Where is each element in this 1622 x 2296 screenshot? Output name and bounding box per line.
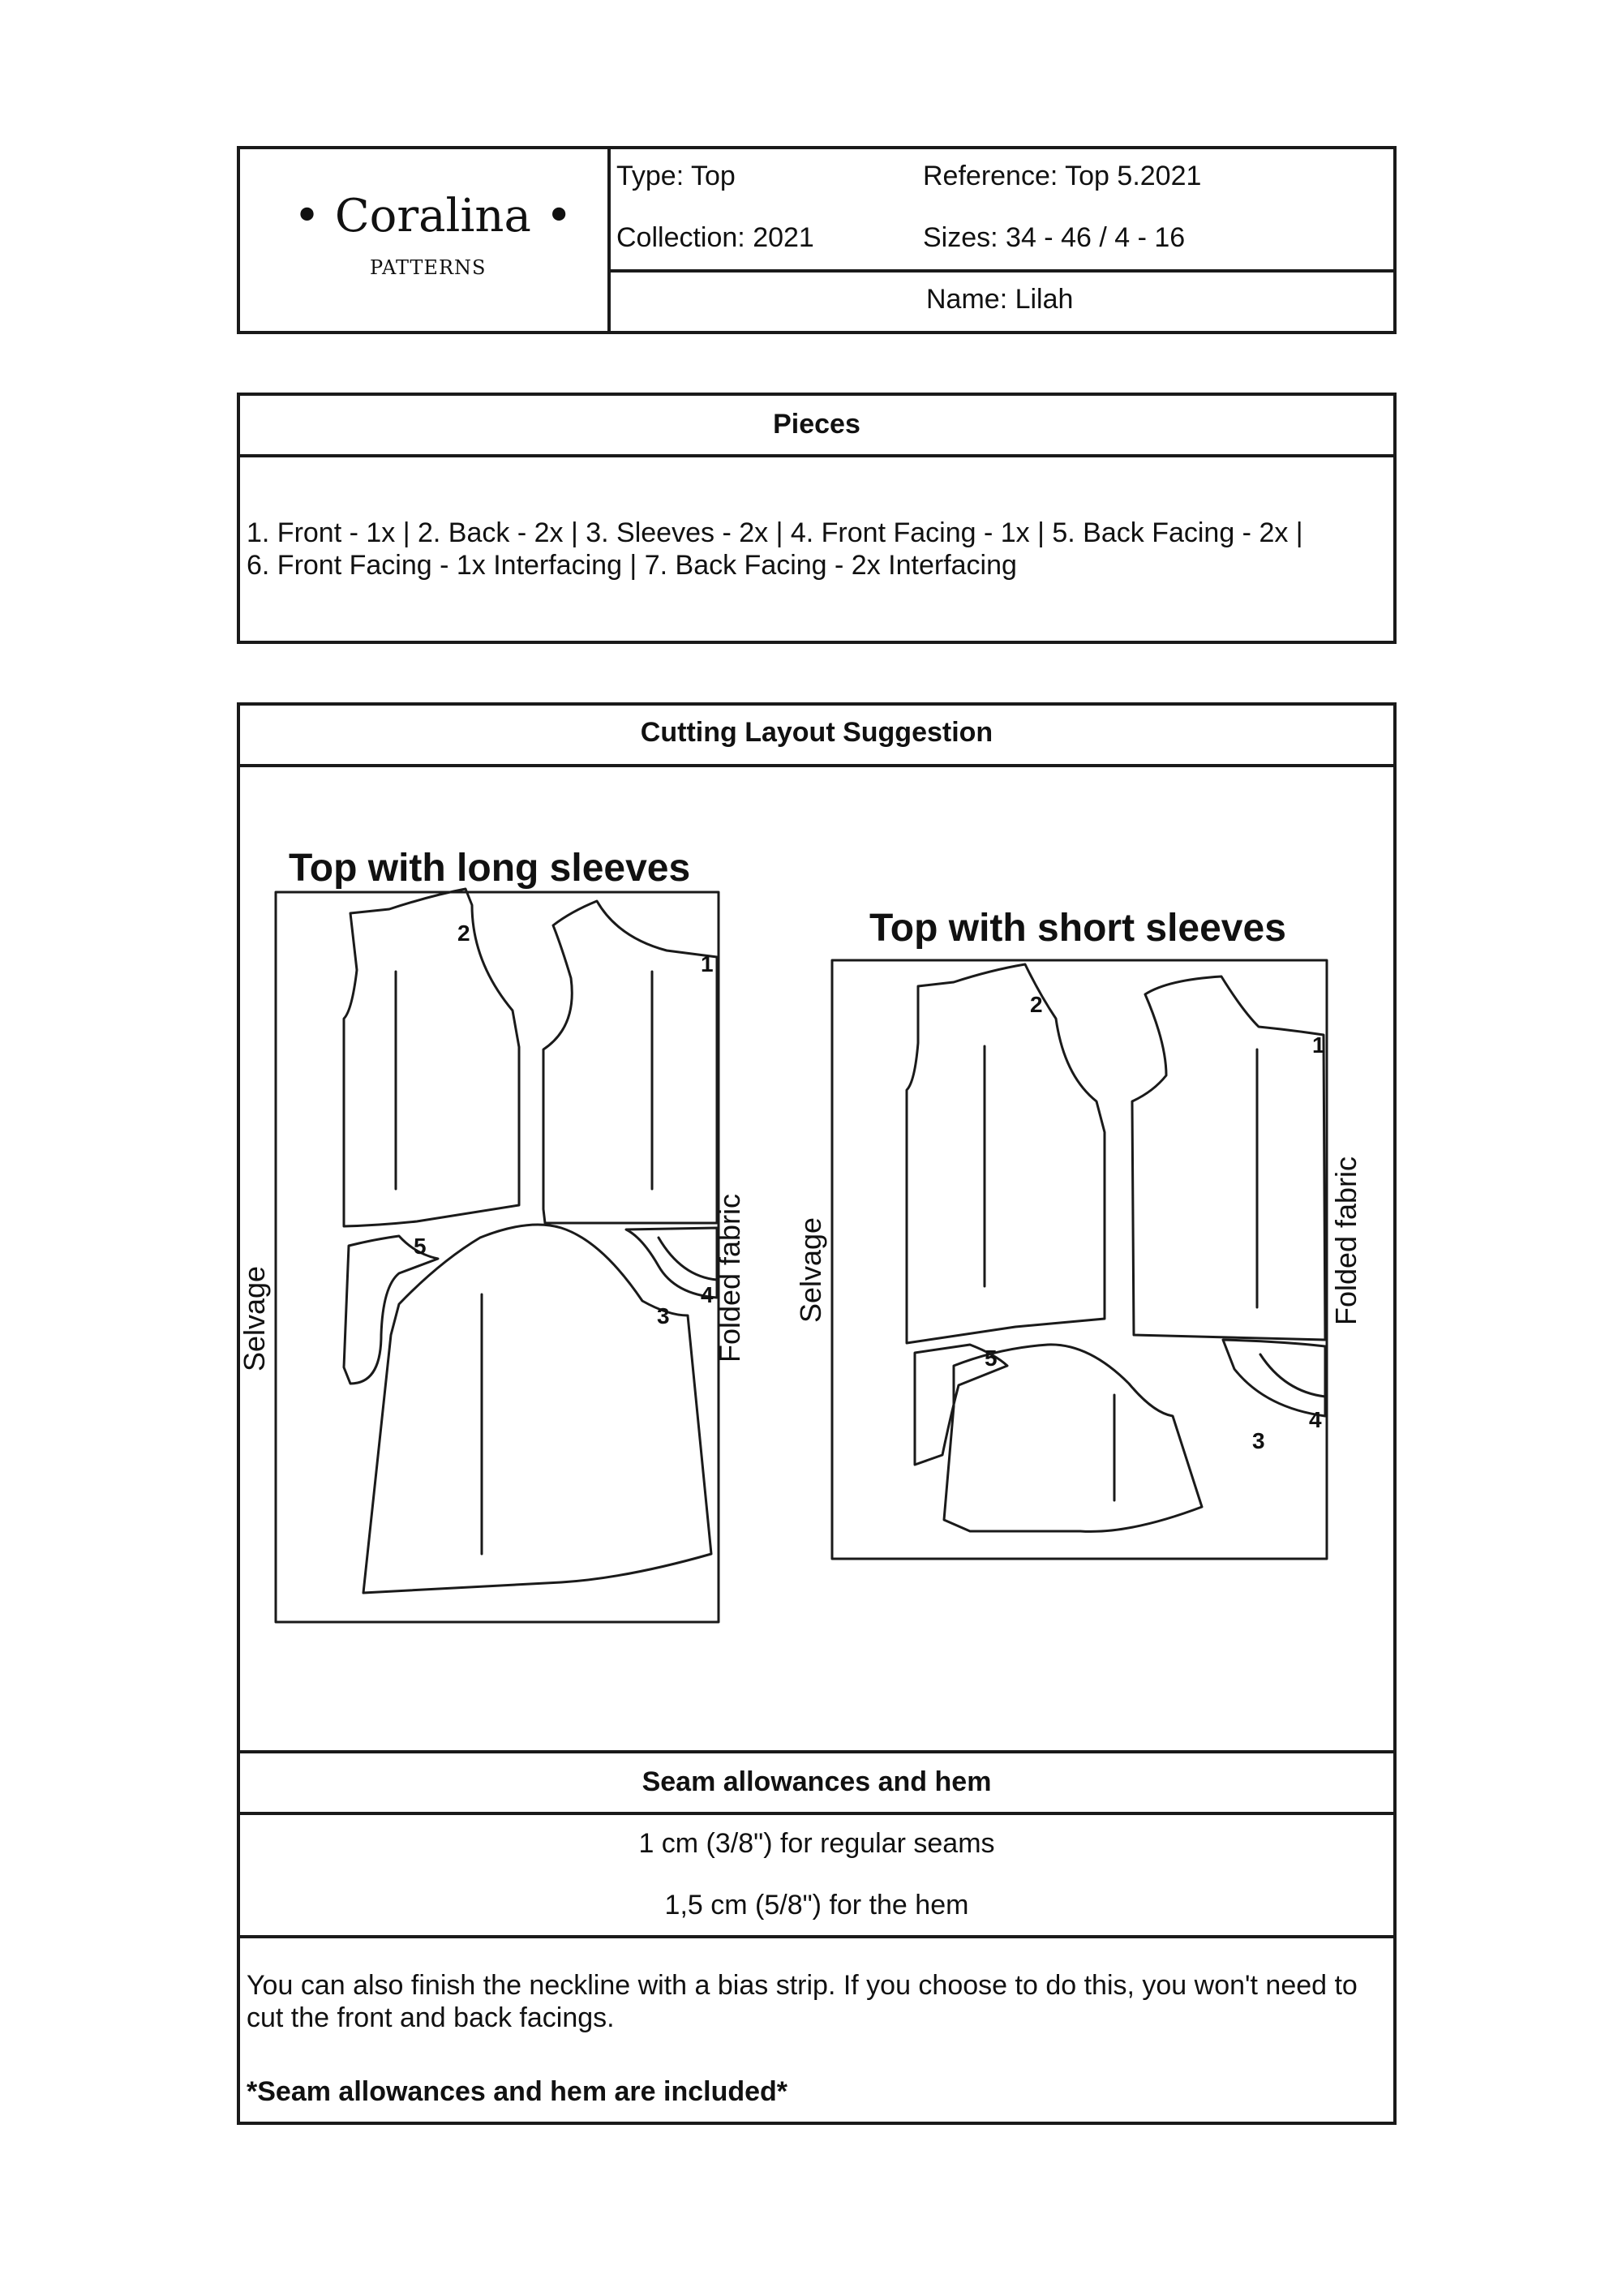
seams-title-divider (237, 1812, 1397, 1815)
header-divider-horizontal (607, 269, 1397, 273)
short-sleeves-title: Top with short sleeves (869, 907, 1286, 950)
short-back-piece (907, 964, 1105, 1343)
long-piece-label-4: 4 (701, 1282, 714, 1307)
seams-regular-text: 1 cm (3/8") for regular seams (638, 1828, 995, 1859)
short-piece-label-4: 4 (1309, 1407, 1322, 1432)
long-piece-label-5: 5 (414, 1234, 427, 1259)
short-front-piece (1132, 976, 1325, 1340)
type-label: Type: Top (616, 161, 736, 191)
short-piece-label-2: 2 (1030, 992, 1043, 1017)
collection-label: Collection: 2021 (616, 222, 814, 253)
header-divider-vertical (607, 146, 611, 334)
pieces-divider (237, 454, 1397, 457)
short-sleeve-piece (944, 1345, 1202, 1531)
cutting-layout-diagrams (237, 767, 1397, 1752)
short-piece-label-1: 1 (1312, 1032, 1325, 1058)
long-piece-label-2: 2 (457, 921, 470, 946)
long-selvage-label: Selvage (238, 1265, 271, 1372)
long-front-piece (543, 901, 717, 1223)
cutting-layout-title: Cutting Layout Suggestion (640, 717, 993, 748)
seams-top-divider (237, 1750, 1397, 1753)
seams-included-note: *Seam allowances and hem are included* (247, 2076, 788, 2107)
pieces-list-line-2: 6. Front Facing - 1x Interfacing | 7. Back Facing - 2x Interfacing (247, 550, 1017, 581)
brand-logo-subtitle: PATTERNS (370, 256, 487, 279)
short-piece-label-5: 5 (985, 1345, 998, 1371)
reference-label: Reference: Top 5.2021 (923, 161, 1202, 191)
long-piece-label-3: 3 (657, 1303, 670, 1328)
long-piece-label-1: 1 (701, 951, 714, 976)
short-piece-label-3: 3 (1252, 1428, 1265, 1453)
long-sleeve-piece (363, 1225, 711, 1593)
sizes-label: Sizes: 34 - 46 / 4 - 16 (923, 222, 1186, 253)
pieces-title: Pieces (773, 409, 860, 440)
short-folded-fabric-label: Folded fabric (1329, 1156, 1362, 1326)
pattern-name-label: Name: Lilah (926, 284, 1074, 315)
seams-hem-text: 1,5 cm (5/8") for the hem (664, 1890, 969, 1920)
short-selvage-label: Selvage (794, 1217, 827, 1324)
pieces-list-line-1: 1. Front - 1x | 2. Back - 2x | 3. Sleeves - 2x | 4. Front Facing - 1x | 5. Back Facing - 2x | (247, 517, 1303, 548)
long-sleeves-title: Top with long sleeves (289, 847, 691, 890)
long-folded-fabric-label: Folded fabric (713, 1193, 746, 1363)
neckline-note: You can also finish the neckline with a bias strip. If you choose to do this, you won't need to cut the front and back facings. (247, 1970, 1358, 2033)
seams-title: Seam allowances and hem (642, 1766, 992, 1797)
note-top-divider (237, 1935, 1397, 1938)
short-front-facing-piece (1223, 1340, 1325, 1416)
brand-logo-name: • Coralina • (294, 190, 573, 242)
long-back-piece (344, 889, 519, 1226)
